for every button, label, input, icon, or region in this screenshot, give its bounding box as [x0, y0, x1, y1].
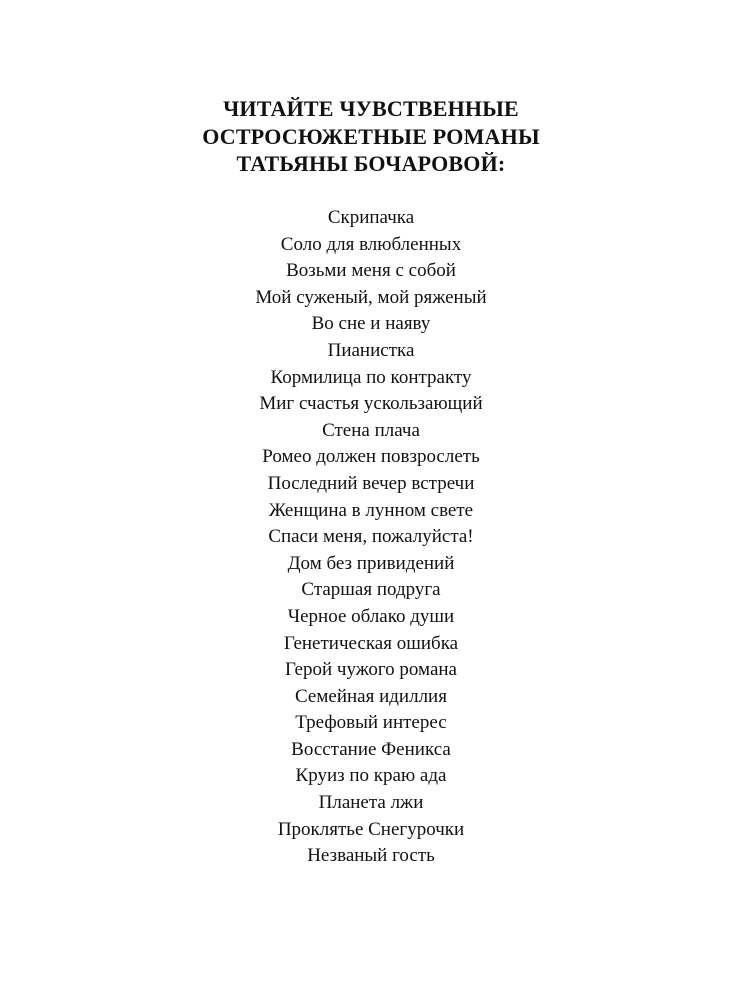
novel-title: Генетическая ошибка [283, 632, 459, 654]
novel-title: Проклятье Снегурочки [277, 818, 465, 840]
novel-title: Восстание Феникса [291, 738, 451, 760]
novel-title: Последний вечер встречи [267, 472, 475, 494]
heading-line: ТАТЬЯНЫ БОЧАРОВОЙ: [236, 151, 506, 176]
novel-title: Кормилица по контракту [270, 366, 472, 388]
page-heading [0, 95, 742, 178]
novel-title: Ромео должен повзрослеть [262, 446, 480, 468]
novel-title: Трефовый интерес [295, 712, 447, 734]
novel-title: Возьми меня с собой [286, 260, 456, 282]
novel-title: Женщина в лунном свете [268, 499, 474, 521]
novel-title: Соло для влюбленных [280, 233, 462, 255]
novel-title: Дом без привидений [287, 552, 455, 574]
heading-line: ОСТРОСЮЖЕТНЫЕ РОМАНЫ [202, 123, 540, 149]
novel-title: Незваный гость [307, 845, 435, 867]
novel-title: Семейная идиллия [295, 685, 447, 707]
novel-title: Мой суженый, мой ряженый [255, 286, 487, 308]
novel-title: Планета лжи [318, 792, 424, 814]
novel-title: Пианистка [327, 339, 415, 361]
novel-title: Круиз по краю ада [295, 765, 447, 787]
heading-line: ЧИТАЙТЕ ЧУВСТВЕННЫЕ [223, 96, 519, 121]
novel-title: Старшая подруга [301, 579, 441, 601]
novel-title: Во сне и наяву [311, 313, 431, 335]
novel-title: Спаси меня, пожалуйста! [268, 526, 474, 548]
novel-title-list [0, 205, 742, 870]
novel-title: Черное облако души [287, 605, 455, 627]
novel-title: Стена плача [322, 419, 420, 441]
novel-title: Миг счастья ускользающий [259, 393, 483, 415]
novel-title: Герой чужого романа [285, 659, 457, 681]
novel-title: Скрипачка [327, 207, 415, 228]
